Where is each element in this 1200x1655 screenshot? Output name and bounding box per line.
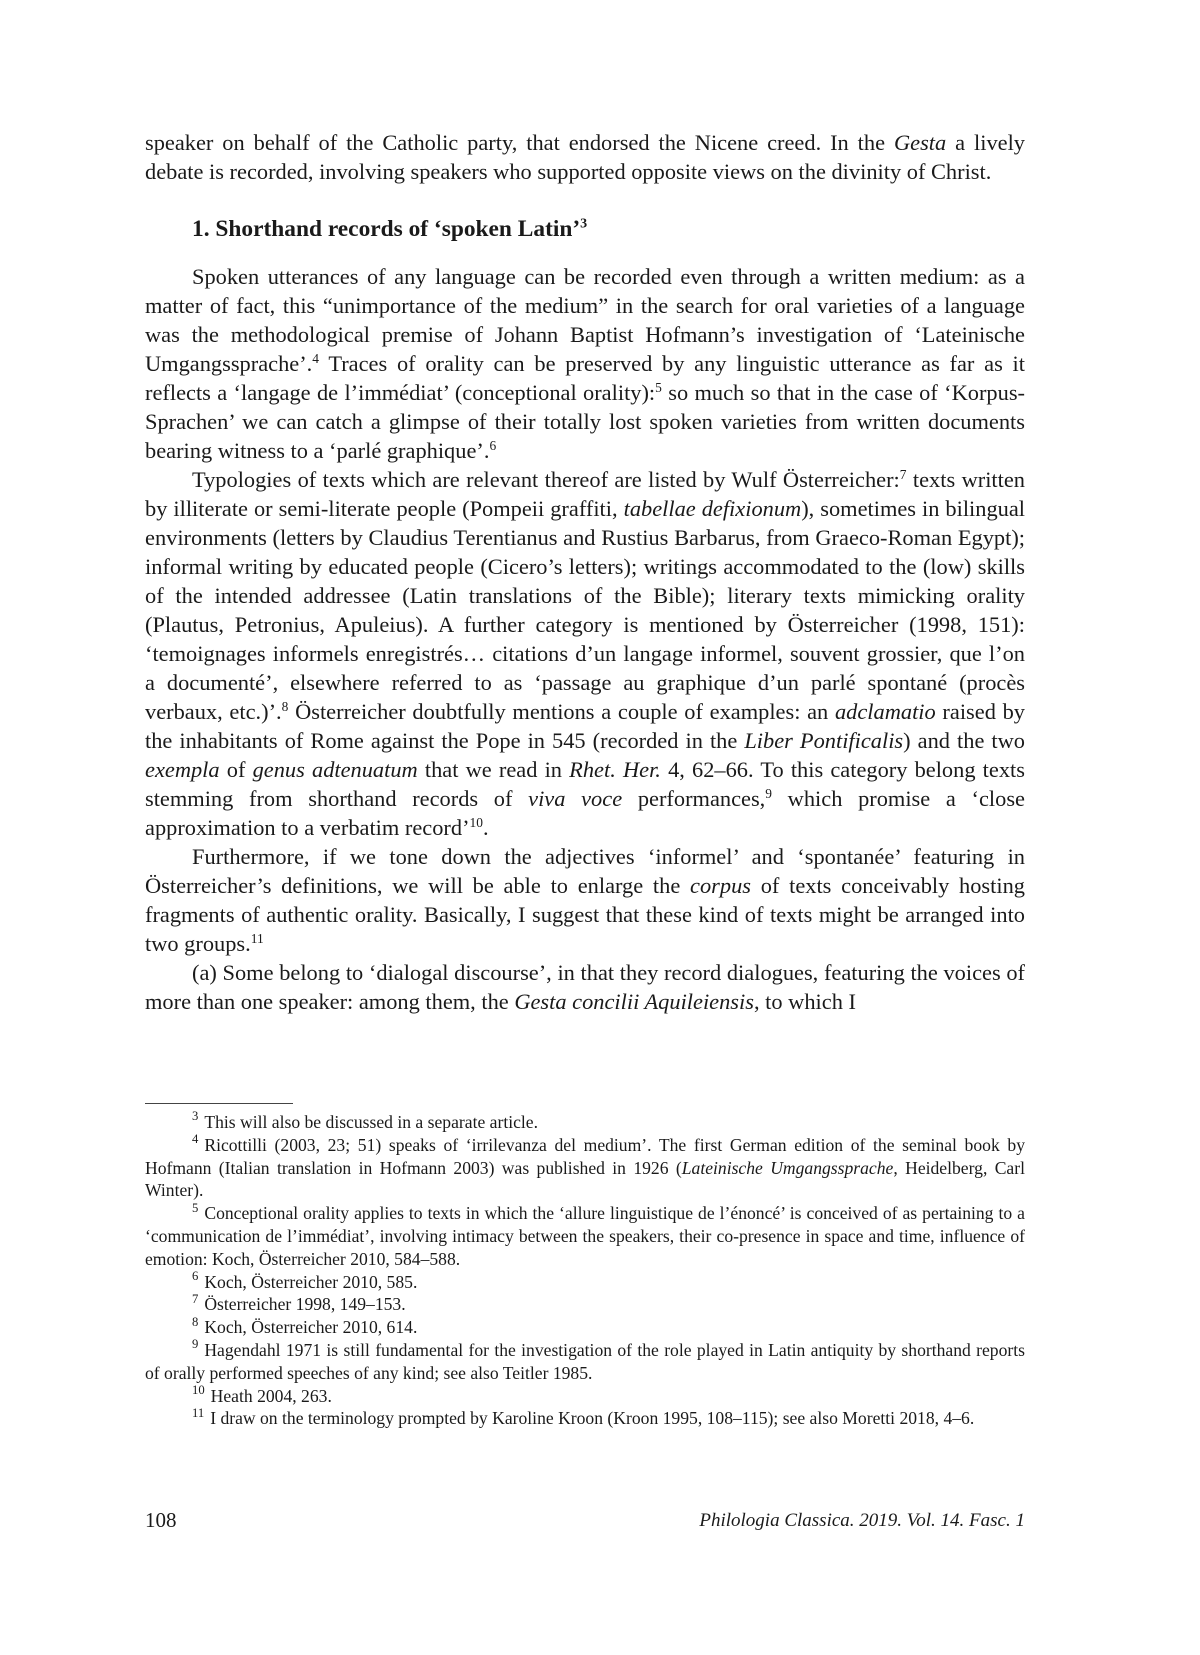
footnote-ref: 9 [765, 785, 772, 801]
footnotes [145, 1111, 1025, 1430]
footnote-divider [145, 1103, 293, 1104]
footnote-ref: 6 [489, 437, 497, 453]
footnote-ref: 11 [250, 930, 264, 946]
footnote-ref: 10 [469, 814, 483, 830]
footnote: $^6$ Koch, Österreicher 2010, 585. [192, 1268, 418, 1292]
paragraph: (a) Some belong to ‘dialogal discourse’, in that they record dialogues, featuring the voices of more than one speaker: among them, the Gesta concilii Aquileiensis, to which I [145, 960, 1025, 1014]
main-text [145, 128, 1025, 1016]
footnote: $^5$ Conceptional orality applies to texts in which the ‘allure linguistique de l’énoncé’ is conceived of as pertaining to a ‘communication de l’immédiat’, involving intimacy between the speakers, their co-presence in space and time, influence of emotion: Koch, Österreicher 2010, 584–588. [145, 1200, 1025, 1269]
footnote-ref: 5 [655, 379, 662, 395]
footnote: $^7$ Österreicher 1998, 149–153. [192, 1291, 406, 1315]
footnote-ref: 7 [899, 466, 907, 482]
footnote: $^{10}$ Heath 2004, 263. [192, 1382, 332, 1406]
paragraph: Spoken utterances of any language can be recorded even through a written medium: as a matter of fact, this “unimportance of the medium” in the search for oral varieties of a language was the methodological premise of Johann Baptist Hofmann’s investigation of ‘Lateinische Umgangssprache’.$^4$ Traces of orality can be preserved by any linguistic utterance as far as it reflects a ‘langage de l’immédiat’ (conceptional orality):$^5$ so much so that in the case of ‘Korpus-Sprachen’ we can catch a glimpse of their totally lost spoken varieties from written documents bearing witness to a ‘parlé graphique’.$^6$ [145, 264, 1025, 463]
footnote-ref: 8 [281, 698, 289, 714]
footnote: $^4$ Ricottilli (2003, 23; 51) speaks of ‘irrilevanza del medium’. The first German edition of the seminal book by Hofmann (Italian translation in Hofmann 2003) was published in 1926 (Lateinische Umgangssprache, Heidelberg, Carl Winter). [145, 1132, 1025, 1201]
footnote: $^3$ This will also be discussed in a separate article. [192, 1109, 539, 1132]
footnote-ref: 4 [312, 350, 319, 366]
footnote: $^9$ Hagendahl 1971 is still fundamental for the investigation of the role played in Latin antiquity by shorthand reports of orally performed speeches of any kind; see also Teitler 1985. [145, 1337, 1025, 1383]
footnote: $^{11}$ I draw on the terminology prompted by Karoline Kroon (Kroon 1995, 108–115); see also Moretti 2018, 4–6. [192, 1405, 975, 1429]
footnote: $^8$ Koch, Österreicher 2010, 614. [192, 1314, 418, 1338]
running-footer: Philologia Classica. 2019. Vol. 14. Fasc. 1 [699, 1510, 1025, 1531]
paragraph-intro: speaker on behalf of the Catholic party, that endorsed the Nicene creed. In the Gesta a lively debate is recorded, involving speakers who supported opposite views on the divinity of Christ. [145, 130, 1026, 184]
paragraph: Typologies of texts which are relevant thereof are listed by Wulf Österreicher:$^7$ texts written by illiterate or semi-literate people (Pompeii graffiti, tabellae defixionum), sometimes in bilingual environments (letters by Claudius Terentianus and Rustius Barbarus, from Graeco-Roman Egypt); informal writing by educated people (Cicero’s letters); writings accommodated to the (low) skills of the intended addressee (Latin translations of the Bible); literary texts mimicking orality (Plautus, Petronius, Apuleius). A further category is mentioned by Österreicher (1998, 151): ‘temoignages informels enregistrés… citations d’un langage informel, souvent grossier, que l’on a documenté’, elsewhere referred to as ‘passage au graphique d’un parlé spontané (procès verbaux, etc.)’.$^8$ Österreicher doubtfully mentions a couple of examples: an adclamatio raised by the inhabitants of Rome against the Pope in 545 (recorded in the Liber Pontificalis) and the two exempla of genus adtenuatum that we read in Rhet. Her. 4, 62–66. To this category belong texts stemming from shorthand records of viva voce performances,$^9$ which promise a ‘close approximation to a verbatim record’$^{10}$. [145, 466, 1026, 840]
paragraph: Furthermore, if we tone down the adjectives ‘informel’ and ‘spontanée’ featuring in Österreicher’s definitions, we will be able to enlarge the corpus of texts conceivably hosting fragments of authentic orality. Basically, I suggest that these kind of texts might be arranged into two groups.$^{11}$ [145, 844, 1025, 956]
section-heading: 1. Shorthand records of ‘spoken Latin’$^3$ [192, 215, 588, 242]
page-number: 108 [145, 1508, 177, 1532]
footnote-ref: 3 [580, 215, 588, 232]
